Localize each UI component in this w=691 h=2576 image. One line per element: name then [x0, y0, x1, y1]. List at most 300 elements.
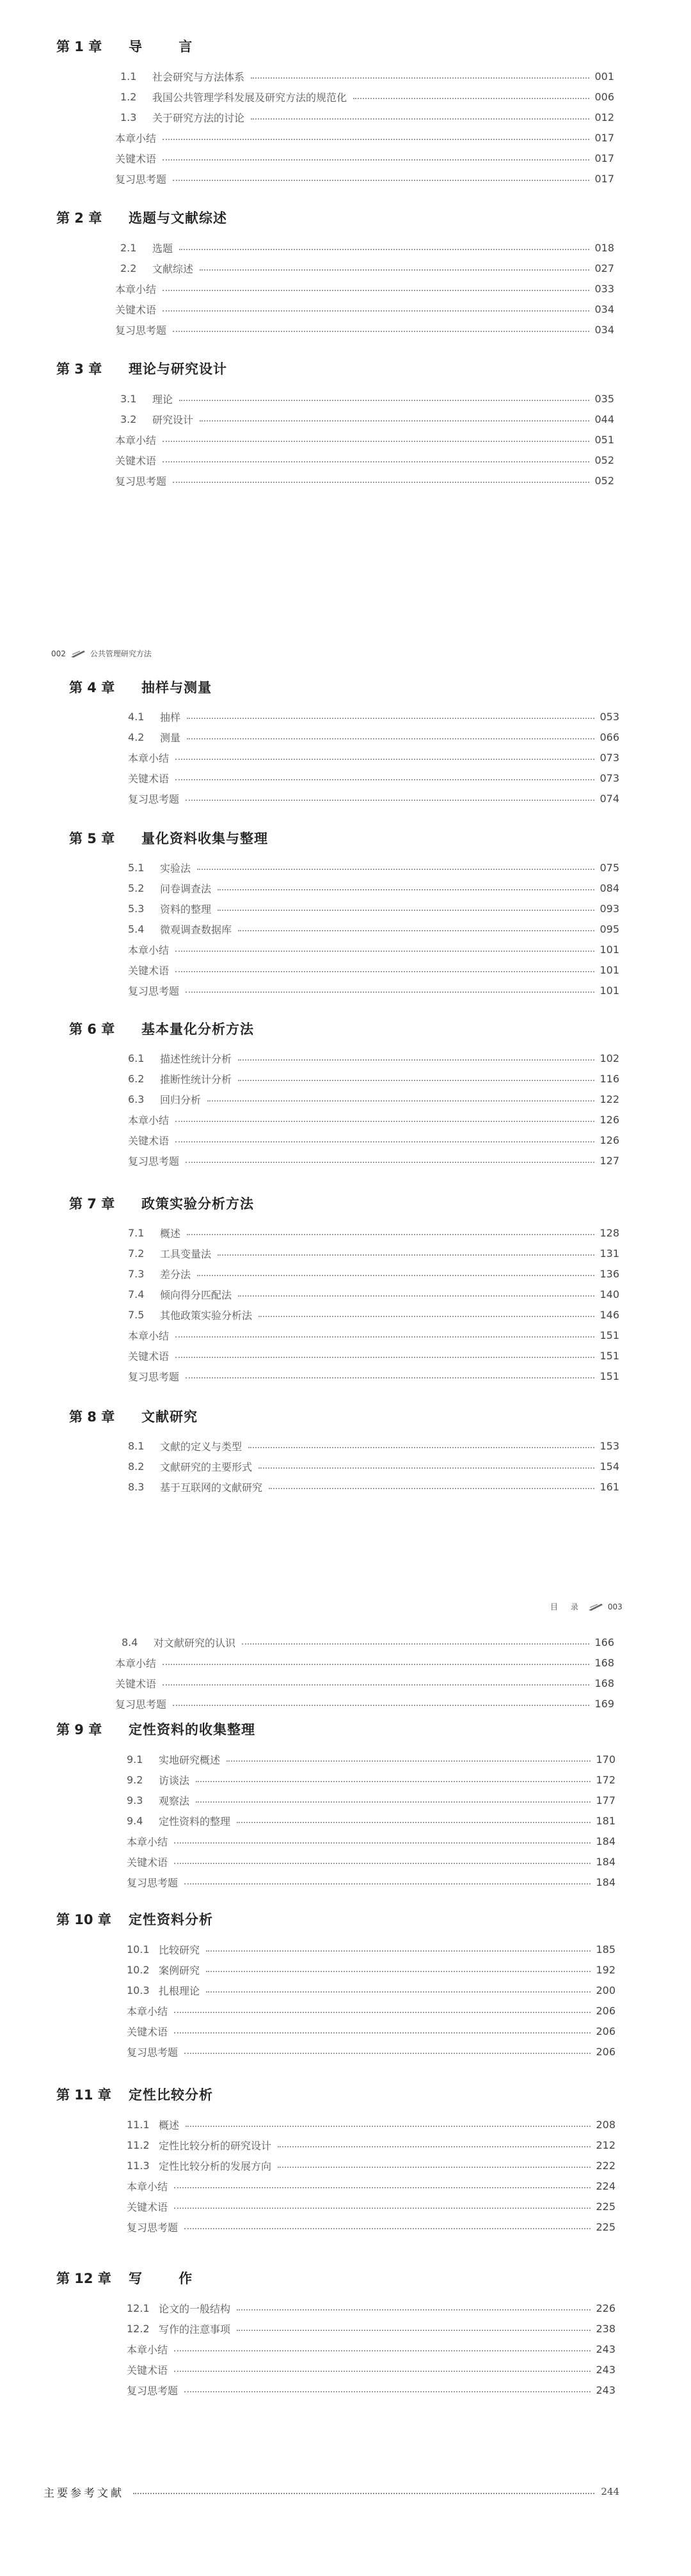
entry-page-number: 243: [596, 2363, 616, 2376]
entry-page-number: 192: [596, 1963, 616, 1976]
entry-title: 差分法: [160, 1268, 191, 1281]
toc-summary-entry[interactable]: [127, 2021, 616, 2041]
entry-page-number: 170: [596, 1753, 616, 1766]
dot-leader: [238, 1080, 594, 1081]
chapter-title: 定性比较分析: [129, 2087, 213, 2103]
entry-page-number: 052: [594, 454, 614, 466]
section-number: 8.4: [122, 1636, 138, 1648]
dot-leader: [238, 1295, 594, 1297]
toc-section-entry[interactable]: [128, 1048, 619, 1068]
entry-title: 概述: [160, 1227, 181, 1240]
chapter-heading[interactable]: [56, 360, 227, 379]
entry-page-number: 017: [594, 172, 614, 185]
dot-leader: [163, 1664, 589, 1665]
entry-page-number: 051: [594, 433, 614, 446]
entry-page-number: 066: [600, 731, 619, 743]
toc-summary-entry[interactable]: [128, 939, 619, 960]
toc-section-entry[interactable]: [128, 919, 619, 939]
entry-title: 复习思考题: [115, 173, 167, 186]
chapter-heading[interactable]: [56, 2269, 208, 2288]
dot-leader: [175, 779, 594, 780]
chapter-number: 第 2 章: [56, 210, 102, 226]
entry-title: 关键术语: [115, 454, 157, 467]
dot-leader: [278, 2167, 591, 2168]
toc-section-entry[interactable]: [127, 1790, 616, 1810]
entry-page-number: 212: [596, 2138, 616, 2151]
dot-leader: [218, 889, 594, 890]
entry-page-number: 206: [596, 2025, 616, 2037]
toc-summary-entry[interactable]: [127, 1872, 616, 1892]
chapter-number: 第 8 章: [69, 1409, 115, 1425]
toc-section-entry[interactable]: [127, 2135, 616, 2155]
chapter-heading[interactable]: [69, 829, 268, 848]
dot-leader: [184, 2228, 591, 2229]
dot-leader: [238, 1059, 594, 1061]
entry-title: 本章小结: [128, 944, 170, 956]
chapter-heading[interactable]: [56, 37, 208, 56]
section-number: 9.1: [127, 1753, 143, 1766]
toc-section-entry[interactable]: [120, 66, 614, 86]
toc-section-entry[interactable]: [128, 1222, 619, 1243]
entry-title: 文献的定义与类型: [160, 1440, 242, 1453]
entry-title: 本章小结: [127, 2343, 168, 2356]
toc-summary-entry[interactable]: [115, 1652, 614, 1673]
entry-title: 关键术语: [127, 1856, 168, 1869]
toc-summary-entry[interactable]: [128, 788, 619, 809]
dot-leader: [179, 400, 589, 401]
dot-leader: [163, 139, 589, 140]
dot-leader: [174, 1842, 591, 1844]
toc-section-entry[interactable]: [127, 1749, 616, 1769]
toc-section-entry[interactable]: [127, 1980, 616, 2000]
chapter-title: 定性资料分析: [129, 1912, 213, 1927]
section-number: 10.3: [127, 1984, 150, 1996]
section-number: 9.3: [127, 1794, 143, 1806]
toc-summary-entry[interactable]: [127, 2196, 616, 2216]
entry-page-number: 127: [600, 1154, 619, 1167]
dot-leader: [175, 971, 594, 972]
toc-summary-entry[interactable]: [115, 429, 614, 450]
entry-page-number: 225: [596, 2200, 616, 2213]
dot-leader: [186, 992, 594, 993]
section-number: 7.3: [128, 1267, 145, 1280]
dot-leader: [353, 98, 589, 99]
entry-title: 概述: [159, 2119, 180, 2131]
entry-title: 关键术语: [128, 964, 170, 977]
section-number: 6.3: [128, 1093, 145, 1105]
entry-page-number: 161: [600, 1480, 619, 1493]
entry-title: 扎根理论: [159, 1984, 200, 1997]
swoosh-logo-icon: [587, 1602, 604, 1612]
entry-page-number: 073: [600, 771, 619, 784]
section-number: 3.2: [120, 413, 137, 425]
toc-summary-entry[interactable]: [128, 1366, 619, 1386]
dot-leader: [251, 118, 589, 120]
chapter-title: 导 言: [129, 39, 209, 54]
toc-summary-entry[interactable]: [128, 1150, 619, 1171]
toc-section-entry[interactable]: [128, 1476, 619, 1497]
chapter-title: 文献研究: [141, 1409, 198, 1425]
entry-page-number: 101: [600, 943, 619, 956]
entry-title: 复习思考题: [127, 2046, 179, 2058]
toc-summary-entry[interactable]: [115, 470, 614, 491]
entry-title: 选题: [152, 242, 173, 255]
section-number: 4.2: [128, 731, 145, 743]
dot-leader: [175, 1357, 594, 1358]
entry-title: 关键术语: [127, 2201, 168, 2213]
dot-leader: [200, 269, 589, 271]
dot-leader: [173, 331, 589, 332]
entry-page-number: 168: [594, 1677, 614, 1689]
section-number: 5.1: [128, 861, 145, 874]
section-number: 9.2: [127, 1773, 143, 1786]
section-number: 5.2: [128, 881, 145, 894]
dot-leader: [251, 77, 589, 79]
entry-page-number: 101: [600, 963, 619, 976]
toc-section-entry[interactable]: [128, 1284, 619, 1304]
toc-summary-entry[interactable]: [115, 1673, 614, 1693]
running-header-odd: [550, 1601, 623, 1612]
toc-summary-entry[interactable]: [128, 1130, 619, 1150]
entry-title: 复习思考题: [128, 793, 180, 805]
references-entry[interactable]: [44, 2481, 619, 2502]
entry-page-number: 206: [596, 2004, 616, 2017]
entry-page-number: 128: [600, 1226, 619, 1239]
toc-summary-entry[interactable]: [128, 747, 619, 768]
toc-section-entry[interactable]: [127, 1939, 616, 1959]
entry-page-number: 035: [594, 392, 614, 405]
dot-leader: [258, 1316, 594, 1317]
entry-page-number: 200: [596, 1984, 616, 1996]
dot-leader: [175, 1141, 594, 1142]
entry-page-number: 206: [596, 2045, 616, 2058]
entry-title: 本章小结: [128, 752, 170, 764]
toc-section-entry[interactable]: [128, 857, 619, 878]
dot-leader: [184, 1883, 591, 1885]
section-number: 8.1: [128, 1439, 145, 1452]
entry-title: 复习思考题: [128, 1370, 180, 1383]
toc-summary-entry[interactable]: [128, 1345, 619, 1366]
entry-page-number: 184: [596, 1855, 616, 1868]
header-page-number: 002: [51, 649, 66, 658]
toc-section-entry[interactable]: [120, 86, 614, 107]
toc-section-entry[interactable]: [127, 2298, 616, 2318]
dot-leader: [163, 441, 589, 442]
references-title: 主要参考文献: [44, 2486, 124, 2500]
dot-leader: [237, 2309, 591, 2311]
toc-summary-entry[interactable]: [115, 319, 614, 340]
chapter-title: 写 作: [129, 2271, 209, 2286]
entry-title: 工具变量法: [160, 1247, 212, 1260]
toc-section-entry[interactable]: [128, 878, 619, 898]
entry-page-number: 177: [596, 1794, 616, 1806]
entry-title: 其他政策实验分析法: [160, 1309, 253, 1322]
entry-page-number: 084: [600, 881, 619, 894]
toc-summary-entry[interactable]: [115, 299, 614, 319]
toc-section-entry[interactable]: [127, 1959, 616, 1980]
dot-leader: [133, 2493, 594, 2494]
entry-page-number: 102: [600, 1052, 619, 1064]
dot-leader: [218, 1254, 594, 1256]
dot-leader: [175, 1336, 594, 1338]
entry-title: 案例研究: [159, 1964, 200, 1977]
entry-page-number: 151: [600, 1329, 619, 1341]
dot-leader: [173, 482, 589, 483]
toc-summary-entry[interactable]: [115, 148, 614, 168]
toc-section-entry[interactable]: [128, 1304, 619, 1325]
entry-page-number: 095: [600, 922, 619, 935]
entry-title: 本章小结: [128, 1114, 170, 1126]
dot-leader: [187, 1234, 594, 1235]
chapter-number: 第 11 章: [56, 2087, 111, 2103]
section-number: 9.4: [127, 1814, 143, 1827]
section-number: 12.1: [127, 2302, 150, 2314]
entry-title: 理论: [152, 393, 173, 406]
chapter-title: 定性资料的收集整理: [129, 1722, 255, 1737]
toc-section-entry[interactable]: [127, 1769, 616, 1790]
references-page: 244: [601, 2486, 619, 2497]
section-number: 8.3: [128, 1480, 145, 1493]
dot-leader: [187, 738, 594, 739]
dot-leader: [196, 1801, 591, 1803]
entry-title: 定性比较分析的发展方向: [159, 2160, 272, 2172]
entry-title: 定性资料的整理: [159, 1815, 231, 1828]
toc-section-entry[interactable]: [120, 107, 614, 127]
chapter-heading[interactable]: [69, 678, 212, 697]
dot-leader: [186, 1162, 594, 1163]
section-number: 7.4: [128, 1288, 145, 1300]
dot-leader: [173, 180, 589, 181]
entry-title: 关键术语: [127, 2025, 168, 2038]
entry-title: 关键术语: [115, 303, 157, 316]
toc-summary-entry[interactable]: [127, 2359, 616, 2380]
entry-page-number: 184: [596, 1876, 616, 1888]
toc-section-entry[interactable]: [128, 1456, 619, 1476]
toc-summary-entry[interactable]: [115, 127, 614, 148]
toc-section-entry[interactable]: [128, 1089, 619, 1109]
toc-summary-entry[interactable]: [128, 980, 619, 1000]
section-number: 11.1: [127, 2118, 150, 2131]
dot-leader: [184, 2391, 591, 2392]
entry-title: 写作的注意事项: [159, 2323, 231, 2335]
entry-page-number: 153: [600, 1439, 619, 1452]
entry-title: 关键术语: [128, 1134, 170, 1147]
toc-summary-entry[interactable]: [128, 960, 619, 980]
entry-title: 倾向得分匹配法: [160, 1288, 232, 1301]
toc-summary-entry[interactable]: [127, 1831, 616, 1851]
entry-title: 定性比较分析的研究设计: [159, 2139, 272, 2152]
dot-leader: [218, 910, 594, 911]
toc-summary-entry[interactable]: [127, 2000, 616, 2021]
entry-page-number: 224: [596, 2179, 616, 2192]
toc-summary-entry[interactable]: [127, 2380, 616, 2400]
dot-leader: [174, 2012, 591, 2013]
entry-page-number: 169: [594, 1697, 614, 1710]
toc-section-entry[interactable]: [128, 706, 619, 727]
entry-page-number: 168: [594, 1656, 614, 1669]
chapter-title: 抽样与测量: [141, 680, 212, 695]
toc-summary-entry[interactable]: [127, 2339, 616, 2359]
chapter-number: 第 10 章: [56, 1912, 111, 1927]
section-number: 1.3: [120, 111, 137, 123]
entry-page-number: 122: [600, 1093, 619, 1105]
chapter-number: 第 1 章: [56, 39, 102, 54]
entry-title: 对文献研究的认识: [154, 1636, 236, 1649]
dot-leader: [163, 1684, 589, 1686]
dot-leader: [196, 1781, 591, 1782]
dot-leader: [248, 1447, 594, 1448]
section-number: 6.2: [128, 1072, 145, 1085]
dot-leader: [179, 249, 589, 250]
section-number: 4.1: [128, 710, 145, 723]
toc-section-entry[interactable]: [120, 388, 614, 409]
toc-summary-entry[interactable]: [127, 2176, 616, 2196]
chapter-number: 第 12 章: [56, 2271, 111, 2286]
chapter-title: 基本量化分析方法: [141, 1022, 254, 1037]
entry-page-number: 243: [596, 2383, 616, 2396]
entry-title: 抽样: [160, 711, 181, 723]
chapter-heading[interactable]: [56, 2085, 213, 2105]
section-number: 2.2: [120, 262, 137, 274]
toc-section-entry[interactable]: [128, 1068, 619, 1089]
dot-leader: [206, 1950, 591, 1952]
entry-page-number: 166: [594, 1636, 614, 1648]
dot-leader: [237, 1822, 591, 1823]
entry-title: 本章小结: [115, 1657, 157, 1670]
entry-title: 文献综述: [152, 262, 194, 275]
section-number: 11.2: [127, 2138, 150, 2151]
entry-title: 基于互联网的文献研究: [160, 1481, 263, 1494]
entry-title: 实地研究概述: [159, 1753, 221, 1766]
dot-leader: [278, 2146, 591, 2147]
dot-leader: [174, 2371, 591, 2372]
chapter-number: 第 7 章: [69, 1196, 115, 1212]
entry-title: 研究设计: [152, 413, 194, 426]
entry-page-number: 033: [594, 282, 614, 295]
dot-leader: [197, 869, 594, 870]
entry-title: 本章小结: [127, 2180, 168, 2193]
toc-section-entry[interactable]: [120, 258, 614, 278]
toc-summary-entry[interactable]: [127, 2216, 616, 2237]
chapter-heading[interactable]: [56, 1910, 213, 1929]
dot-leader: [206, 1971, 591, 1972]
toc-section-entry[interactable]: [127, 2114, 616, 2135]
chapter-heading[interactable]: [69, 1194, 254, 1213]
entry-page-number: 238: [596, 2322, 616, 2335]
chapter-heading[interactable]: [56, 209, 227, 228]
entry-title: 资料的整理: [160, 903, 212, 915]
toc-summary-entry[interactable]: [115, 278, 614, 299]
entry-page-number: 012: [594, 111, 614, 123]
toc-summary-entry[interactable]: [127, 1851, 616, 1872]
dot-leader: [242, 1643, 589, 1645]
entry-page-number: 181: [596, 1814, 616, 1827]
chapter-heading[interactable]: [69, 1407, 198, 1426]
entry-page-number: 172: [596, 1773, 616, 1786]
dot-leader: [173, 1705, 589, 1706]
dot-leader: [186, 2126, 591, 2127]
entry-page-number: 074: [600, 792, 619, 805]
entry-page-number: 222: [596, 2159, 616, 2172]
dot-leader: [197, 1275, 594, 1276]
dot-leader: [174, 2208, 591, 2209]
entry-page-number: 151: [600, 1349, 619, 1362]
section-number: 5.4: [128, 922, 145, 935]
entry-page-number: 101: [600, 984, 619, 997]
entry-page-number: 185: [596, 1943, 616, 1956]
entry-page-number: 131: [600, 1247, 619, 1260]
entry-page-number: 073: [600, 751, 619, 764]
chapter-heading[interactable]: [69, 1020, 254, 1039]
toc-section-entry[interactable]: [128, 898, 619, 919]
toc-section-entry[interactable]: [128, 727, 619, 747]
entry-title: 本章小结: [127, 1835, 168, 1848]
toc-section-entry[interactable]: [127, 2318, 616, 2339]
entry-title: 本章小结: [115, 283, 157, 296]
chapter-title: 选题与文献综述: [129, 210, 227, 226]
section-number: 1.2: [120, 90, 137, 103]
dot-leader: [184, 2053, 591, 2054]
dot-leader: [175, 759, 594, 760]
entry-page-number: 126: [600, 1134, 619, 1146]
entry-title: 本章小结: [127, 2005, 168, 2018]
toc-summary-entry[interactable]: [127, 2041, 616, 2062]
dot-leader: [163, 461, 589, 462]
toc-summary-entry[interactable]: [128, 1109, 619, 1130]
toc-summary-entry[interactable]: [115, 1693, 614, 1714]
entry-page-number: 225: [596, 2220, 616, 2233]
toc-section-entry[interactable]: [120, 237, 614, 258]
entry-title: 测量: [160, 731, 181, 744]
toc-section-entry[interactable]: [128, 1435, 619, 1456]
chapter-number: 第 6 章: [69, 1022, 115, 1037]
dot-leader: [163, 159, 589, 161]
entry-page-number: 154: [600, 1460, 619, 1473]
toc-summary-entry[interactable]: [115, 450, 614, 470]
toc-section-entry[interactable]: [122, 1632, 614, 1652]
entry-title: 访谈法: [159, 1774, 190, 1787]
dot-leader: [187, 718, 594, 719]
dot-leader: [175, 951, 594, 952]
entry-page-number: 136: [600, 1267, 619, 1280]
toc-section-entry[interactable]: [127, 1810, 616, 1831]
entry-title: 复习思考题: [127, 2384, 179, 2397]
toc-summary-entry[interactable]: [128, 1325, 619, 1345]
toc-section-entry[interactable]: [128, 1243, 619, 1263]
entry-page-number: 151: [600, 1370, 619, 1382]
toc-summary-entry[interactable]: [115, 168, 614, 189]
toc-section-entry[interactable]: [127, 2155, 616, 2176]
dot-leader: [237, 2330, 591, 2331]
section-number: 1.1: [120, 70, 137, 83]
toc-summary-entry[interactable]: [128, 768, 619, 788]
dot-leader: [174, 2350, 591, 2351]
entry-page-number: 208: [596, 2118, 616, 2131]
section-number: 11.3: [127, 2159, 150, 2172]
dot-leader: [174, 1863, 591, 1864]
entry-title: 复习思考题: [115, 1698, 167, 1711]
toc-section-entry[interactable]: [128, 1263, 619, 1284]
dot-leader: [226, 1760, 591, 1762]
chapter-heading[interactable]: [56, 1720, 255, 1739]
entry-page-number: 146: [600, 1308, 619, 1321]
entry-title: 本章小结: [115, 132, 157, 145]
entry-page-number: 034: [594, 303, 614, 315]
entry-page-number: 126: [600, 1113, 619, 1126]
entry-page-number: 034: [594, 323, 614, 336]
dot-leader: [207, 1100, 594, 1102]
toc-section-entry[interactable]: [120, 409, 614, 429]
